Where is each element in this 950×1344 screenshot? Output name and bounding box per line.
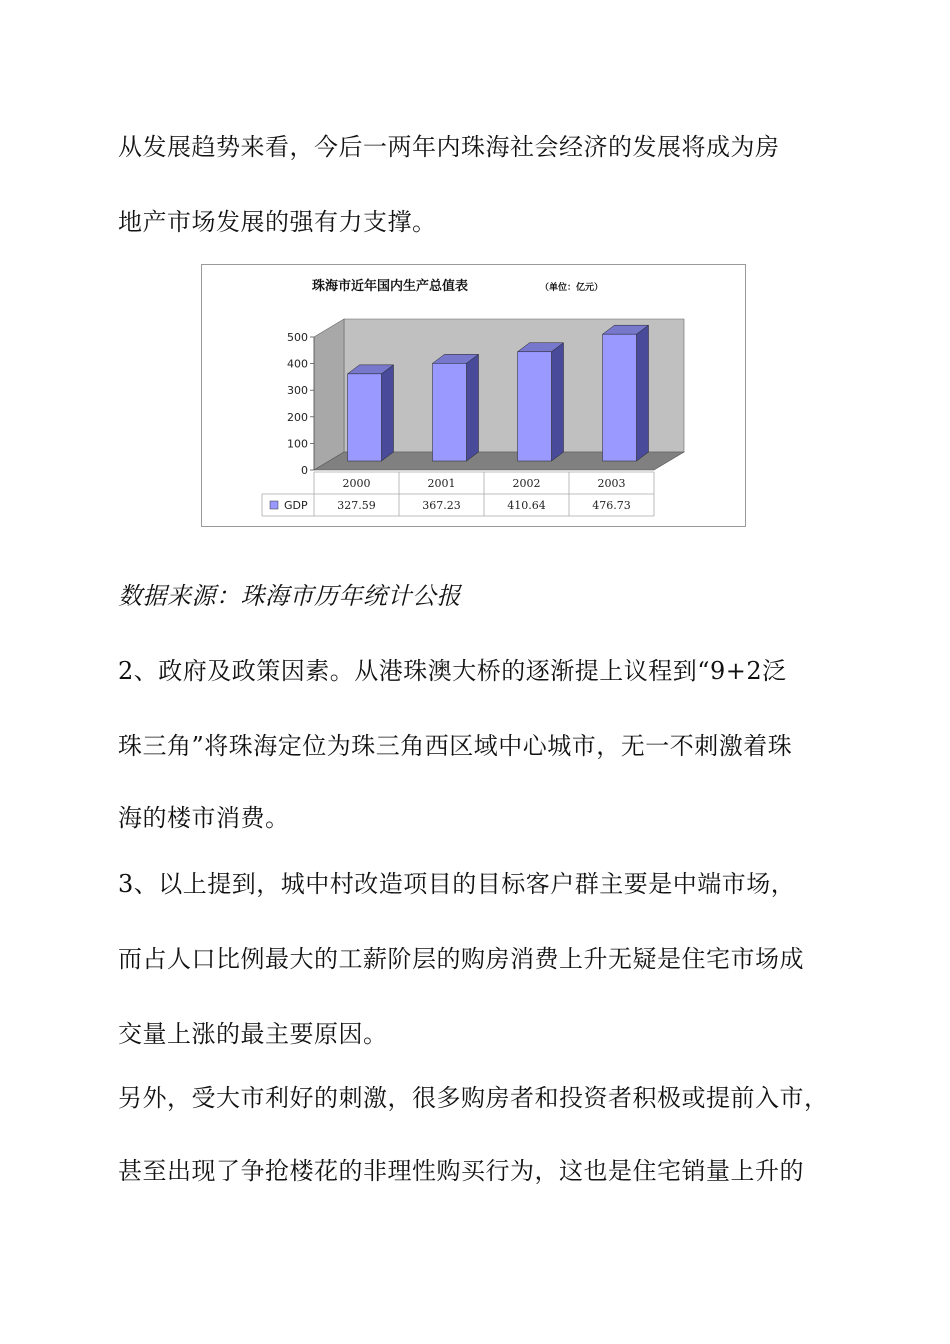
plot-area [262, 319, 684, 516]
chart-title: 珠海市近年国内生产总值表 [312, 279, 469, 294]
data-value-label: 367.23 [422, 499, 461, 512]
category-label: 2001 [427, 477, 456, 490]
category-label: 2002 [512, 477, 541, 490]
paragraph-3-line-2: 而占人口比例最大的工薪阶层的购房消费上升无疑是住宅市场成 [118, 945, 804, 973]
bar-side [637, 325, 649, 461]
y-tick-label: 100 [287, 437, 308, 451]
y-tick-label: 400 [287, 357, 308, 371]
bar-side [552, 343, 564, 461]
paragraph-3-line-3: 交量上涨的最主要原因。 [118, 1020, 388, 1048]
bar [348, 374, 382, 461]
bar [518, 352, 552, 461]
chart-unit-label: （单位：亿元） [540, 283, 604, 293]
legend-series-name: GDP [284, 499, 308, 512]
paragraph-1-line-2: 地产市场发展的强有力支撑。 [118, 208, 437, 236]
paragraph-2-line-2: 珠三角”将珠海定位为珠三角西区域中心城市，无一不刺激着珠 [118, 732, 793, 760]
bar-side [467, 354, 479, 461]
chart-side-wall [314, 319, 344, 470]
paragraph-4-line-1: 另外，受大市利好的刺激，很多购房者和投资者积极或提前入市， [118, 1084, 829, 1112]
y-tick-label: 500 [287, 331, 308, 344]
paragraph-1-line-1: 从发展趋势来看，今后一两年内珠海社会经济的发展将成为房 [118, 133, 780, 161]
y-tick-label: 300 [287, 384, 308, 398]
y-tick-label: 200 [287, 410, 308, 424]
bar [603, 334, 637, 461]
paragraph-4-line-2: 甚至出现了争抢楼花的非理性购买行为，这也是住宅销量上升的 [118, 1157, 804, 1185]
legend-swatch [270, 501, 278, 509]
data-value-label: 476.73 [592, 499, 631, 512]
data-value-label: 327.59 [337, 499, 376, 512]
paragraph-2-line-1: 2、政府及政策因素。从港珠澳大桥的逐渐提上议程到“9+2泛 [118, 657, 787, 685]
category-label: 2000 [342, 477, 371, 490]
bar-side [382, 365, 394, 461]
y-tick-label: 0 [301, 464, 308, 477]
category-label: 2003 [597, 477, 626, 490]
gdp-chart [201, 264, 746, 527]
data-value-label: 410.64 [507, 499, 546, 512]
bar [433, 363, 467, 461]
gdp-chart-svg [202, 265, 745, 526]
paragraph-2-line-3: 海的楼市消费。 [118, 804, 290, 832]
data-source-note: 数据来源：珠海市历年统计公报 [118, 582, 461, 610]
paragraph-3-line-1: 3、以上提到，城中村改造项目的目标客户群主要是中端市场， [118, 870, 796, 898]
